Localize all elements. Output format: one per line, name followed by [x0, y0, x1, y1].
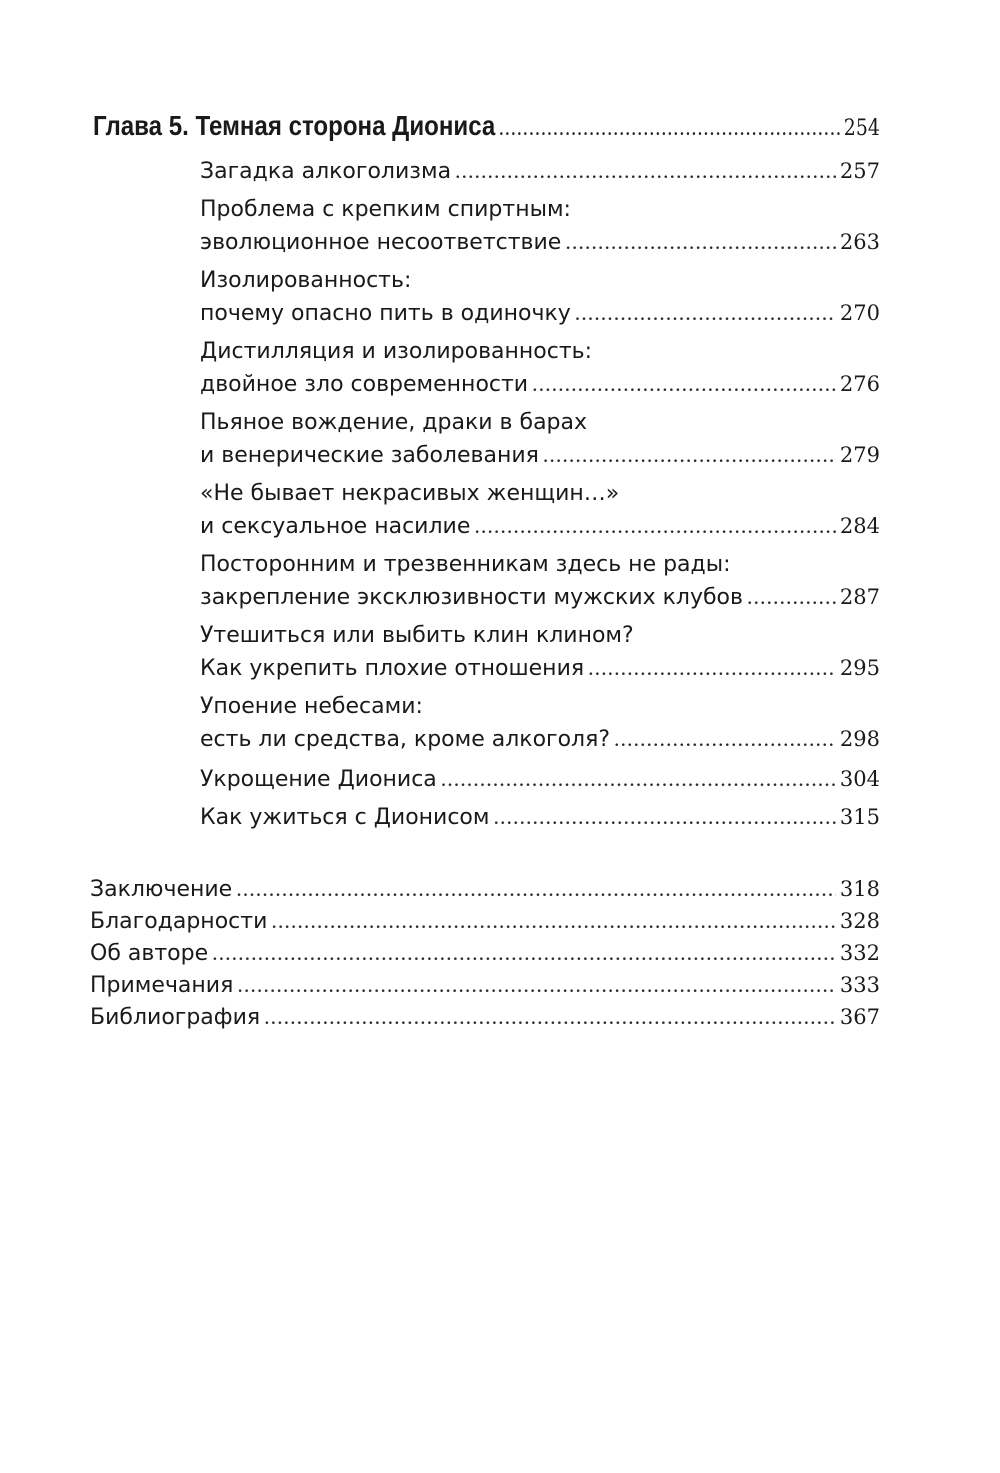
dot-leader	[441, 763, 836, 795]
back-matter-title: Об авторе	[90, 941, 209, 966]
section-title-line1: Проблема с крепким спиртным:	[200, 197, 571, 222]
toc-section	[200, 549, 880, 614]
section-title-line2: Как укрепить плохие отношения	[200, 656, 585, 681]
section-title-line2: и венерические заболевания	[200, 443, 539, 468]
back-matter-page: 332	[839, 941, 880, 965]
section-title: Как ужиться с Дионисом	[200, 805, 490, 830]
toc-section-row	[200, 723, 880, 756]
toc-section	[200, 407, 880, 472]
back-matter-item	[90, 969, 880, 1001]
back-matter-page: 333	[839, 973, 880, 997]
toc-section-row	[200, 652, 880, 685]
section-page: 315	[839, 805, 880, 829]
section-title-line2: закрепление эксклюзивности мужских клубов	[200, 585, 743, 610]
section-page: 298	[839, 727, 880, 751]
toc-section	[200, 155, 880, 188]
dot-leader	[271, 905, 836, 936]
back-matter-item	[90, 873, 880, 905]
section-page: 287	[839, 585, 880, 609]
toc-section	[200, 763, 880, 796]
chapter-title: Темная сторона Диониса	[195, 110, 496, 141]
section-title: Укрощение Диониса	[200, 767, 437, 792]
back-matter-page: 367	[839, 1005, 880, 1029]
section-page: 284	[839, 514, 880, 538]
dot-leader	[237, 969, 836, 1000]
toc-section	[200, 478, 880, 543]
back-matter-title: Благодарности	[90, 909, 268, 934]
section-page: 257	[839, 159, 880, 183]
section-title-line2: эволюционное несоответствие	[200, 230, 562, 255]
toc-section	[200, 336, 880, 401]
chapter-heading	[93, 110, 880, 142]
back-matter-list	[90, 873, 880, 1033]
toc-section	[200, 691, 880, 756]
section-title-line2: есть ли средства, кроме алкоголя?	[200, 727, 611, 752]
back-matter-title: Заключение	[90, 877, 233, 902]
section-title-line1: «Не бывает некрасивых женщин…»	[200, 481, 620, 506]
section-page: 270	[839, 301, 880, 325]
toc-section-row	[200, 155, 880, 188]
dot-leader	[264, 1001, 836, 1032]
toc-section-row	[200, 297, 880, 330]
toc-section-row	[200, 226, 880, 259]
dot-leader	[236, 873, 836, 904]
dot-leader	[543, 439, 836, 471]
chapter-label: Глава 5.	[93, 110, 189, 141]
chapter-page: 254	[843, 116, 880, 141]
back-matter-page: 318	[839, 877, 880, 901]
dot-leader	[747, 581, 836, 613]
toc-section-row	[200, 581, 880, 614]
dot-leader	[614, 723, 836, 755]
section-title-line1: Изолированность:	[200, 268, 412, 293]
back-matter-item	[90, 905, 880, 937]
back-matter-item	[90, 1001, 880, 1033]
section-title-line2: и сексуальное насилие	[200, 514, 471, 539]
toc-section-row	[200, 763, 880, 796]
dot-leader	[212, 937, 836, 968]
dot-leader	[499, 115, 841, 142]
toc-section-row	[200, 510, 880, 543]
section-title-line1: Упоение небесами:	[200, 694, 423, 719]
back-matter-item	[90, 937, 880, 969]
dot-leader	[565, 226, 836, 258]
section-title-line2: двойное зло современности	[200, 372, 529, 397]
back-matter-page: 328	[839, 909, 880, 933]
section-page: 263	[839, 230, 880, 254]
section-title-line1: Пьяное вождение, драки в барах	[200, 410, 588, 435]
section-page: 279	[839, 443, 880, 467]
dot-leader	[588, 652, 836, 684]
dot-leader	[575, 297, 836, 329]
dot-leader	[532, 368, 836, 400]
toc-section-row	[200, 439, 880, 472]
section-title: Загадка алкоголизма	[200, 159, 452, 184]
dot-leader	[474, 510, 836, 542]
section-title-line2: почему опасно пить в одиночку	[200, 301, 571, 326]
section-title-line1: Посторонним и трезвенникам здесь не рады:	[200, 552, 731, 577]
section-title-line1: Утешиться или выбить клин клином?	[200, 623, 634, 648]
toc-section-row	[200, 368, 880, 401]
dot-leader	[494, 801, 836, 833]
toc-section	[200, 194, 880, 259]
toc-section	[200, 265, 880, 330]
back-matter-title: Примечания	[90, 973, 234, 998]
toc-section-row	[200, 801, 880, 834]
section-page: 276	[839, 372, 880, 396]
dot-leader	[455, 155, 836, 187]
back-matter-title: Библиография	[90, 1005, 261, 1030]
toc-section	[200, 801, 880, 834]
section-page: 295	[839, 656, 880, 680]
toc-section	[200, 620, 880, 685]
section-page: 304	[839, 767, 880, 791]
section-title-line1: Дистилляция и изолированность:	[200, 339, 593, 364]
